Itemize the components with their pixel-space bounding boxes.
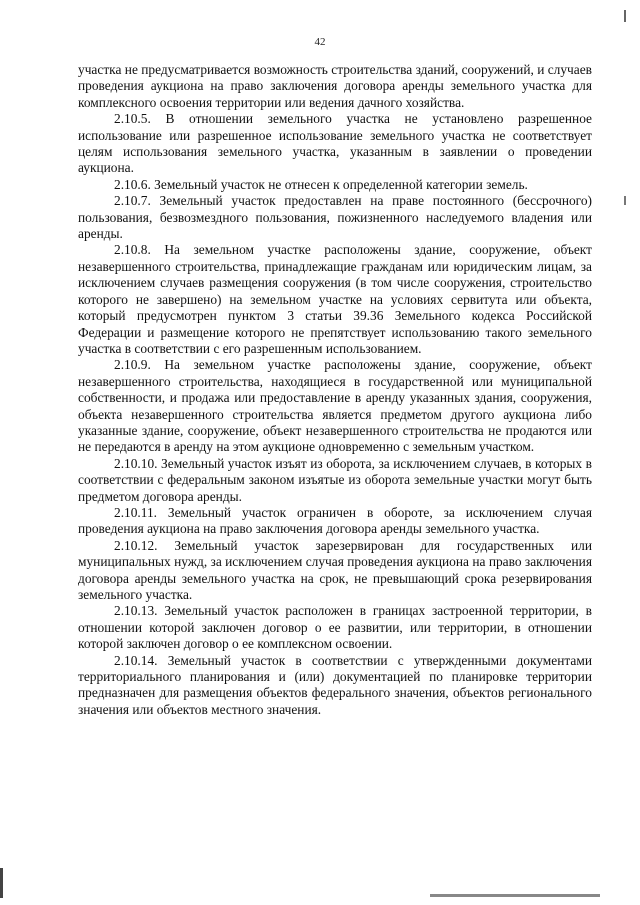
paragraph-2-10-12: 2.10.12. Земельный участок зарезервирован для государственных или муниципальных нужд, за исключением случая проведения аукциона на право заключения договора аренды земельного участка на срок, не превышающий срока резервирования земельного участка. [78, 537, 592, 602]
scan-artifact [624, 196, 626, 205]
paragraph-2-10-11: 2.10.11. Земельный участок ограничен в обороте, за исключением случая проведения аукциона на право заключения договора аренды земельного участка. [78, 504, 592, 537]
paragraph-2-10-14: 2.10.14. Земельный участок в соответствии с утвержденными документами территориального планирования и (или) документацией по планировке территории предназначен для размещения объектов федерального значения, объектов регионального значения или объектов местного значения. [78, 652, 592, 717]
paragraph-2-10-9: 2.10.9. На земельном участке расположены здание, сооружение, объект незавершенного строительства, находящиеся в государственной или муниципальной собственности, и продажа или предоставление в аренду указанных здания, сооружения, объекта незавершенного строительства является предметом другого аукциона либо указанные здание, сооружение, объект незавершенного строительства не продаются или не передаются в аренду на этом аукционе одновременно с земельным участком. [78, 357, 592, 455]
paragraph-2-10-8: 2.10.8. На земельном участке расположены здание, сооружение, объект незавершенного строительства, принадлежащие гражданам или юридическим лицам, за исключением случаев размещения сооружения (в том числе сооружения, строительство которого не завершено) на земельном участке на условиях сервитута или объекта, который предусмотрен пунктом 3 статьи 39.36 Земельного кодекса Российской Федерации и размещение которого не препятствует использованию такого земельного участка в соответствии с его разрешенным использованием. [78, 242, 592, 356]
paragraph-2-10-7: 2.10.7. Земельный участок предоставлен на праве постоянного (бессрочного) пользования, безвозмездного пользования, пожизненного наследуемого владения или аренды. [78, 193, 592, 242]
paragraph-2-10-6: 2.10.6. Земельный участок не отнесен к определенной категории земель. [114, 176, 528, 192]
paragraph-2-10-5: 2.10.5. В отношении земельного участка не установлено разрешенное использование или разрешенное использование земельного участка не соответствует целям использования земельного участка, указанным в заявлении о проведении аукциона. [78, 111, 592, 176]
paragraph-2-10-13: 2.10.13. Земельный участок расположен в границах застроенной территории, в отношении которой заключен договор о ее развитии, или территории, в отношении которой заключен договор о ее комплексном освоении. [78, 603, 592, 652]
scan-artifact [0, 868, 3, 898]
scan-artifact [430, 894, 600, 897]
document-body [78, 62, 592, 718]
scan-artifact [624, 10, 626, 22]
page-number: 42 [314, 36, 326, 48]
paragraph-2-10-10: 2.10.10. Земельный участок изъят из оборота, за исключением случаев, в которых в соответствии с федеральным законом изъятые из оборота земельные участки могут быть предметом договора аренды. [78, 455, 592, 504]
paragraph-continuation: участка не предусматривается возможность строительства зданий, сооружений, и случаев проведения аукциона на право заключения договора аренды земельного участка для комплексного освоения территории или ведения дачного хозяйства. [78, 62, 592, 110]
